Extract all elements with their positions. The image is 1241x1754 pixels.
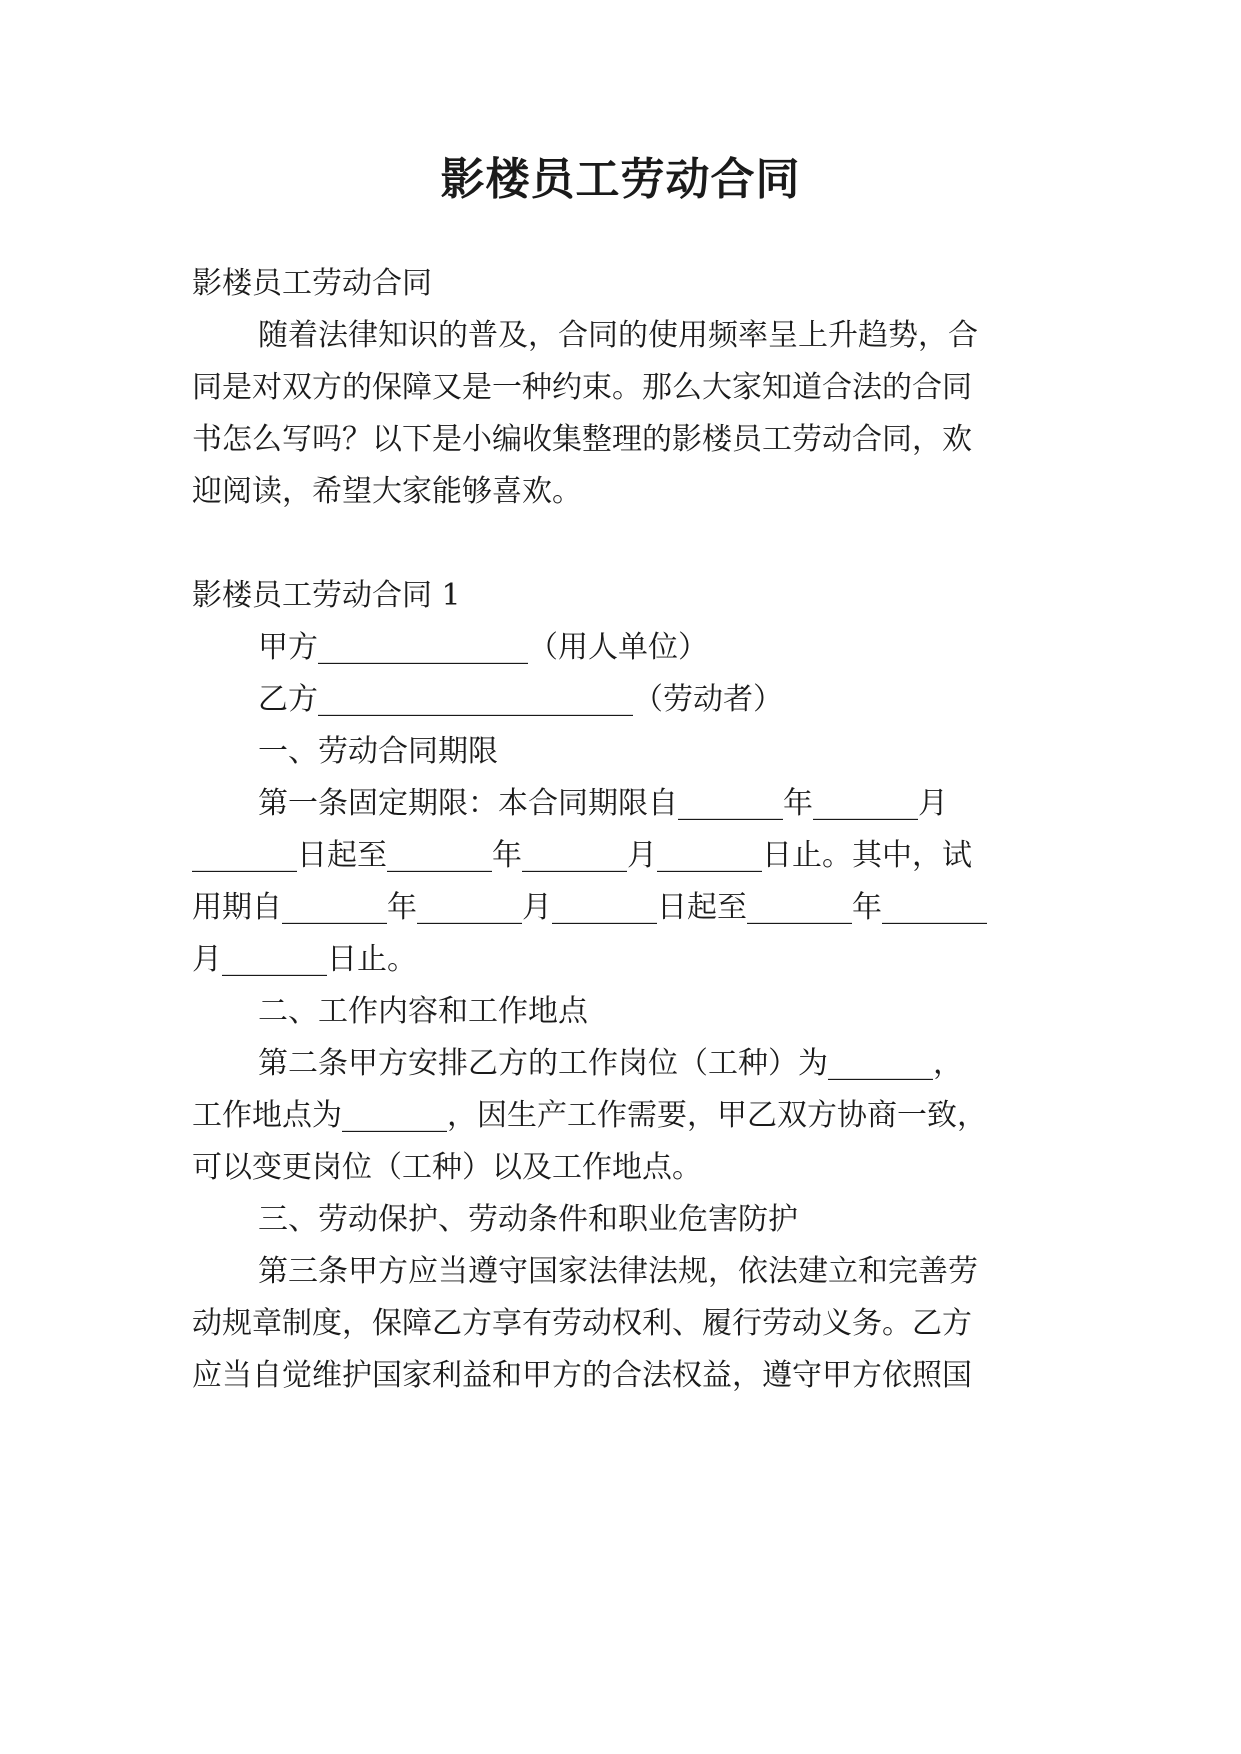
- article-1-line: 用期自_______年_______月_______日起至_______年_______: [192, 890, 987, 925]
- article-3-line: 动规章制度，保障乙方享有劳动权利、履行劳动义务。乙方: [192, 1306, 972, 1341]
- section-1-title: 一、劳动合同期限: [258, 734, 498, 769]
- article-2-line: 工作地点为_______，因生产工作需要，甲乙双方协商一致，: [192, 1098, 987, 1133]
- section-3-title: 三、劳动保护、劳动条件和职业危害防护: [258, 1202, 798, 1237]
- intro-paragraph-line: 书怎么写吗？以下是小编收集整理的影楼员工劳动合同，欢: [192, 422, 972, 457]
- section-2-title: 二、工作内容和工作地点: [258, 994, 588, 1029]
- article-1-line: 月_______日止。: [192, 942, 417, 977]
- article-2-line: 可以变更岗位（工种）以及工作地点。: [192, 1150, 702, 1185]
- article-1-line: 第一条固定期限：本合同期限自_______年_______月: [258, 786, 948, 821]
- article-1-line: _______日起至_______年_______月_______日止。其中，试: [192, 838, 972, 873]
- intro-paragraph-line: 迎阅读，希望大家能够喜欢。: [192, 474, 582, 509]
- party-b-line: 乙方_____________________（劳动者）: [258, 682, 783, 717]
- intro-paragraph-line: 同是对双方的保障又是一种约束。那么大家知道合法的合同: [192, 370, 972, 405]
- article-3-line: 第三条甲方应当遵守国家法律法规，依法建立和完善劳: [258, 1254, 978, 1289]
- contract-heading: 影楼员工劳动合同 1: [192, 578, 461, 613]
- intro-paragraph-line: 随着法律知识的普及，合同的使用频率呈上升趋势，合: [258, 318, 978, 353]
- article-3-line: 应当自觉维护国家利益和甲方的合法权益，遵守甲方依照国: [192, 1358, 972, 1393]
- intro-heading: 影楼员工劳动合同: [192, 266, 432, 301]
- article-2-line: 第二条甲方安排乙方的工作岗位（工种）为_______，: [258, 1046, 963, 1081]
- document-title: 影楼员工劳动合同: [440, 154, 801, 205]
- party-a-line: 甲方______________（用人单位）: [258, 630, 708, 665]
